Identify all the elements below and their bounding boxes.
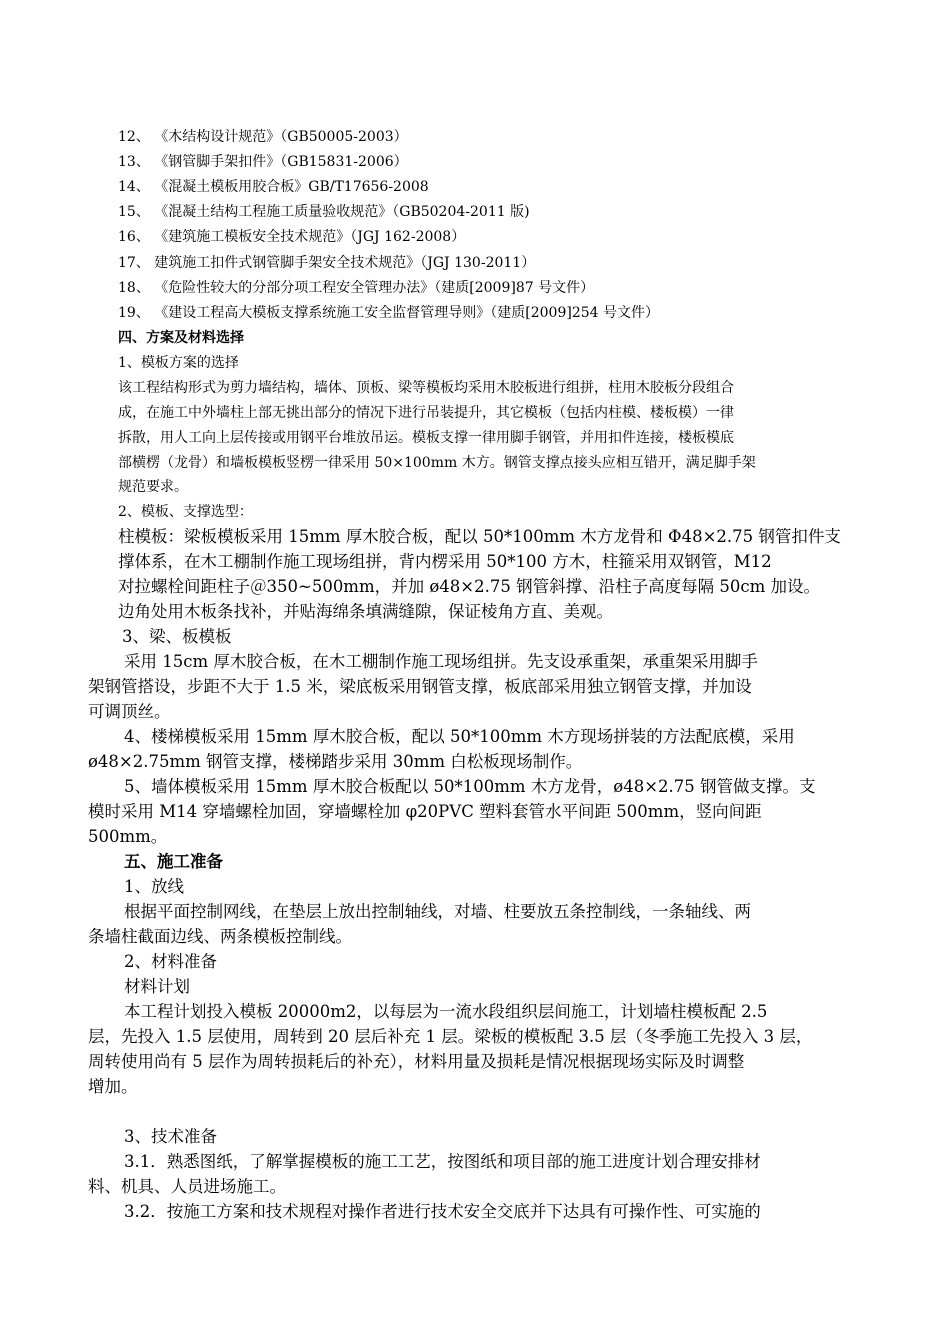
subsection-title: 2、模板、支撑选型： [118, 504, 253, 520]
paragraph-line: 条墙柱截面边线、两条模板控制线。 [88, 927, 352, 946]
paragraph-line: 周转使用尚有 5 层作为周转损耗后的补充），材料用量及损耗是情况根据现场实际及时调整 [88, 1052, 745, 1071]
paragraph-line: 根据平面控制网线，在垫层上放出控制轴线，对墙、柱要放五条控制线，一条轴线、两 [124, 902, 751, 921]
paragraph-line: 拆散，用人工向上层传接或用钢平台堆放吊运。模板支撑一律用脚手钢管，并用扣件连接，楼板模底 [118, 430, 734, 446]
reference-item: 15、 《混凝土结构工程施工质量验收规范》（GB50204-2011 版) [118, 204, 530, 220]
paragraph-line: 4、楼梯模板采用 15mm 厚木胶合板，配以 50*100mm 木方现场拼装的方法配底模，采用 [124, 727, 795, 746]
paragraph-line: 规范要求。 [118, 479, 188, 495]
paragraph-line: 5、墙体模板采用 15mm 厚木胶合板配以 50*100mm 木方龙骨，ø48×2.75 钢管做支撑。支 [124, 777, 816, 796]
paragraph-line: 本工程计划投入模板 20000m2，以每层为一流水段组织层间施工，计划墙柱模板配 2.5 [124, 1002, 768, 1021]
paragraph-line: 撑体系，在木工棚制作施工现场组拼，背内楞采用 50*100 方木，柱箍采用双钢管，M12 [118, 552, 772, 571]
paragraph-line: 料、机具、人员进场施工。 [88, 1177, 286, 1196]
subsection-title: 1、放线 [124, 877, 184, 896]
subsection-title: 3、技术准备 [124, 1127, 217, 1146]
paragraph-line: 边角处用木板条找补，并贴海绵条填满缝隙，保证棱角方直、美观。 [118, 602, 613, 621]
paragraph-line: 该工程结构形式为剪力墙结构，墙体、顶板、梁等模板均采用木胶板进行组拼，柱用木胶板分段组合 [118, 380, 734, 396]
paragraph-line: 可调顶丝。 [88, 702, 171, 721]
paragraph-line: 500mm。 [88, 827, 168, 846]
paragraph-line: ø48×2.75mm 钢管支撑，楼梯踏步采用 30mm 白松板现场制作。 [88, 752, 583, 771]
paragraph-line: 部横楞（龙骨）和墙板模板竖楞一律采用 50×100mm 木方。钢管支撑点接头应相互错开，满足脚手架 [118, 455, 756, 471]
reference-item: 19、 《建设工程高大模板支撑系统施工安全监督管理导则》（建质[2009]254 号文件） [118, 305, 659, 321]
paragraph-line: 柱模板：梁板模板采用 15mm 厚木胶合板，配以 50*100mm 木方龙骨和 Φ48×2.75 钢管扣件支 [118, 527, 841, 546]
paragraph-line: 成，在施工中外墙柱上部无挑出部分的情况下进行吊装提升，其它模板（包括内柱模、楼板模）一律 [118, 405, 734, 421]
subsection-title: 1、模板方案的选择 [118, 355, 239, 371]
subsection-title: 材料计划 [124, 977, 190, 996]
paragraph-line: 3.2．按施工方案和技术规程对操作者进行技术安全交底并下达具有可操作性、可实施的 [124, 1202, 761, 1221]
paragraph-line: 层，先投入 1.5 层使用，周转到 20 层后补充 1 层。梁板的模板配 3.5 层（冬季施工先投入 3 层， [88, 1027, 813, 1046]
paragraph-line: 采用 15cm 厚木胶合板，在木工棚制作施工现场组拼。先支设承重架，承重架采用脚手 [124, 652, 758, 671]
paragraph-line: 增加。 [88, 1077, 138, 1096]
paragraph-line: 3.1．熟悉图纸，了解掌握模板的施工工艺，按图纸和项目部的施工进度计划合理安排材 [124, 1152, 761, 1171]
section-heading: 五、施工准备 [124, 852, 223, 871]
paragraph-line: 对拉螺栓间距柱子＠350~500mm，并加 ø48×2.75 钢管斜撑、沿柱子高度每隔 50cm 加设。 [118, 577, 820, 596]
reference-item: 14、 《混凝土模板用胶合板》GB/T17656-2008 [118, 179, 429, 195]
reference-item: 17、 建筑施工扣件式钢管脚手架安全技术规范》（JGJ 130-2011） [118, 255, 536, 271]
paragraph-line: 模时采用 M14 穿墙螺栓加固，穿墙螺栓加 φ20PVC 塑料套管水平间距 500mm，竖向间距 [88, 802, 762, 821]
subsection-title: 3、梁、板模板 [122, 627, 232, 646]
subsection-title: 2、材料准备 [124, 952, 217, 971]
section-heading: 四、方案及材料选择 [118, 330, 244, 346]
reference-item: 12、 《木结构设计规范》（GB50005-2003） [118, 129, 408, 145]
paragraph-line: 架钢管搭设，步距不大于 1.5 米，梁底板采用钢管支撑，板底部采用独立钢管支撑，并加设 [88, 677, 752, 696]
reference-item: 13、 《钢管脚手架扣件》（GB15831-2006） [118, 154, 408, 170]
reference-item: 16、 《建筑施工模板安全技术规范》（JGJ 162-2008） [118, 229, 466, 245]
reference-item: 18、 《危险性较大的分部分项工程安全管理办法》（建质[2009]87 号文件） [118, 280, 595, 296]
